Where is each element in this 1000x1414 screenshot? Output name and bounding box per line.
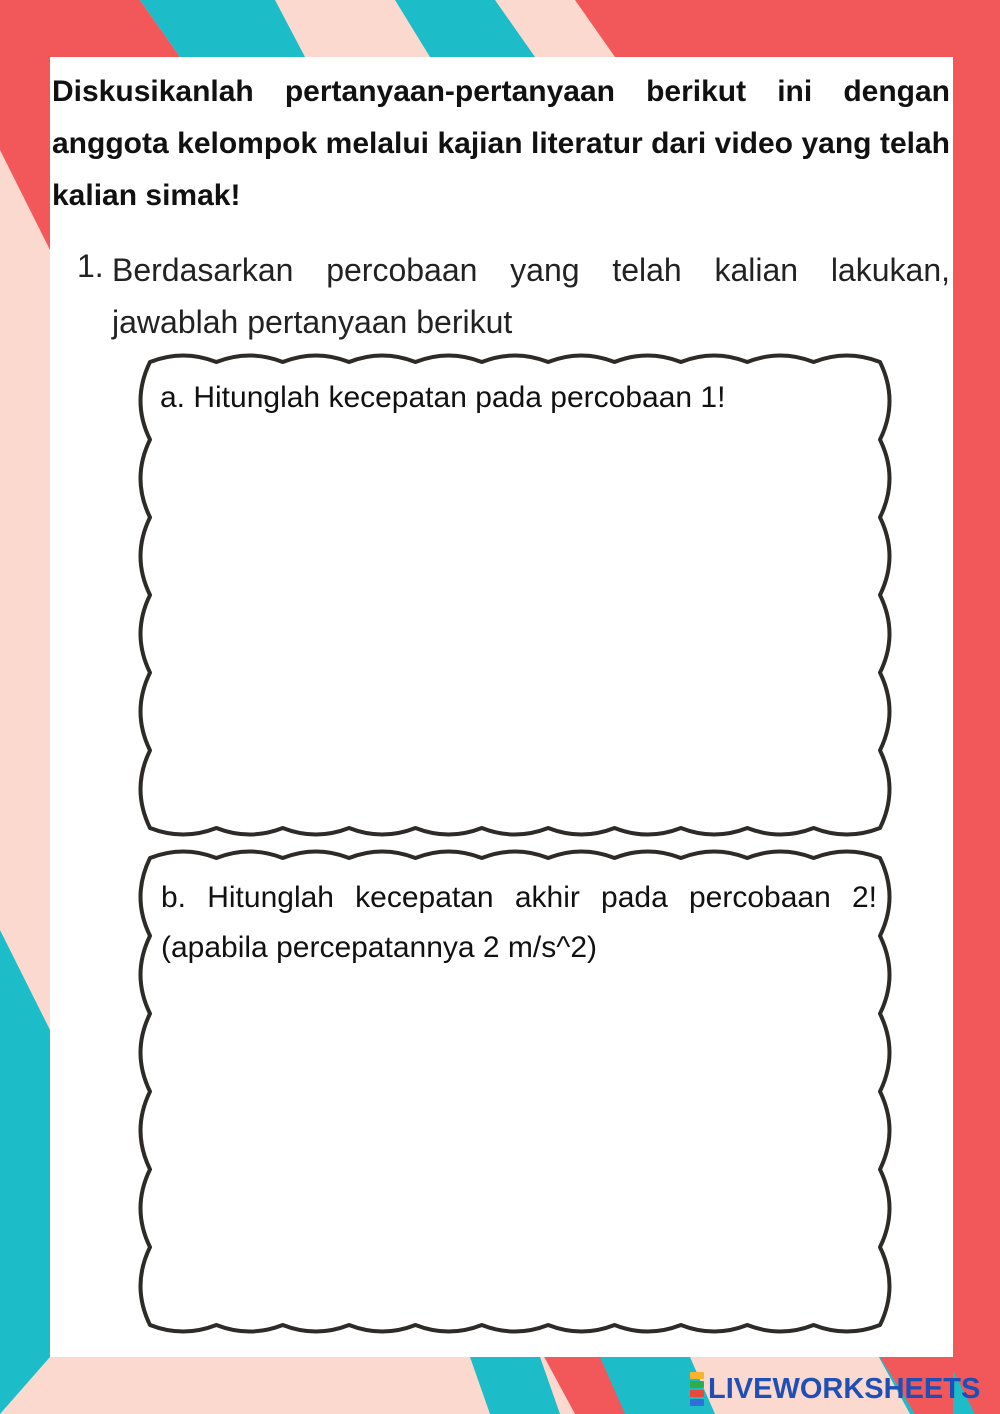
answer-box-a-outline	[141, 356, 890, 835]
sub-question-a: a. Hitunglah kecepatan pada percobaan 1!	[160, 381, 726, 414]
liveworksheets-logo	[690, 1372, 980, 1406]
question-text: Berdasarkan percobaan yang telah kalian lakukan, jawablah pertanyaan berikut	[112, 252, 950, 340]
logo-mark-icon	[690, 1371, 704, 1407]
sub-question-b: b. Hitunglah kecepatan akhir pada percobaan 2! (apabila percepatannya 2 m/s^2)	[161, 881, 877, 964]
question-number: 1.	[77, 248, 104, 284]
logo-text: LIVEWORKSHEETS	[708, 1372, 981, 1405]
instruction-text: Diskusikanlah pertanyaan-pertanyaan berikut ini dengan anggota kelompok melalui kajian literatur dari video yang telah kalian simak!	[52, 75, 950, 212]
